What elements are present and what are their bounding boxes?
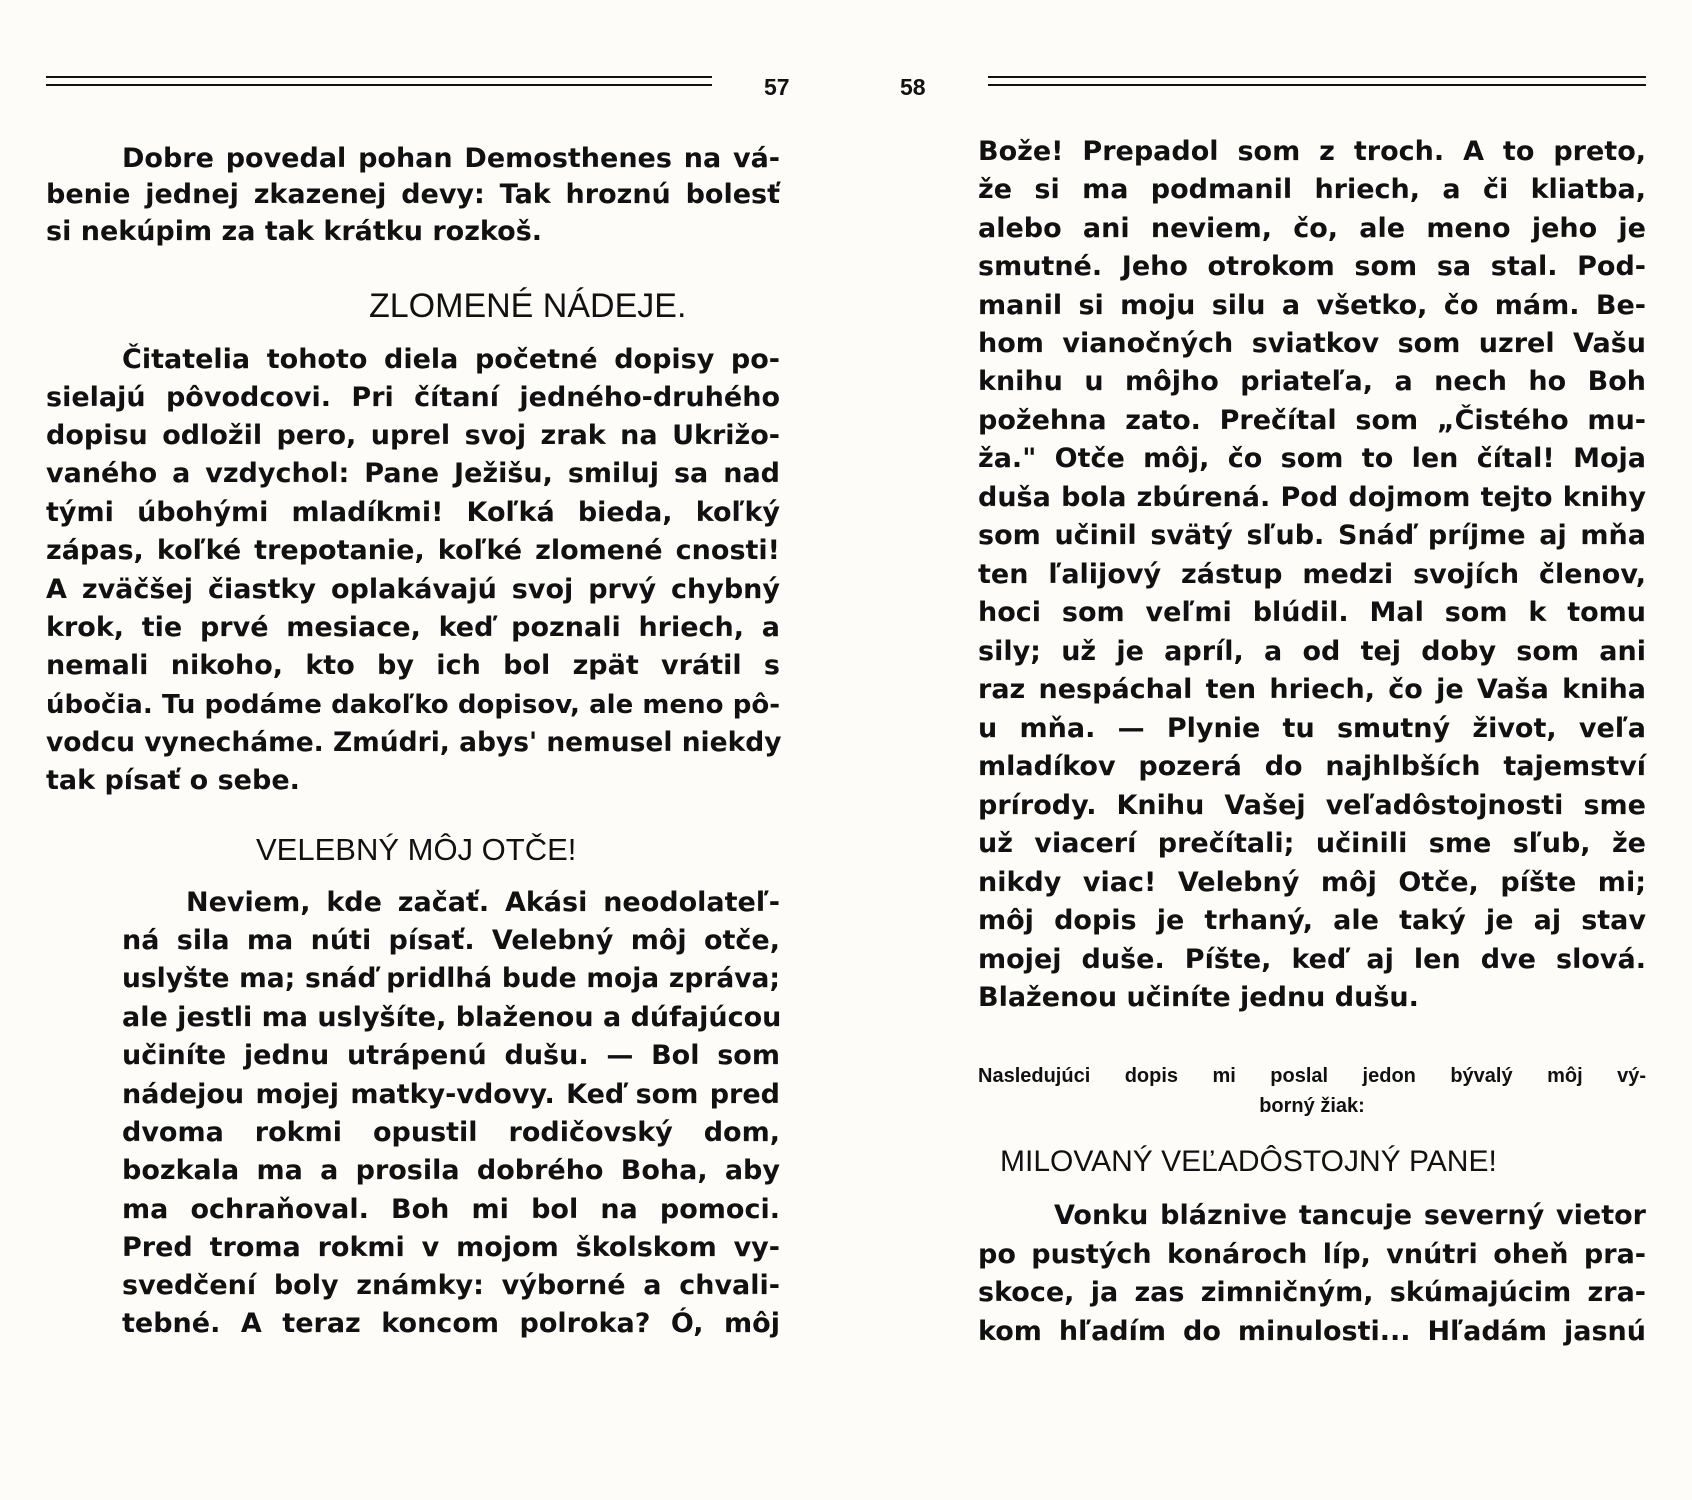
text-line: už viacerí prečítali; učinili sme sľub, že bbox=[978, 828, 1646, 859]
text-line: vodcu vynecháme. Zmúdri, abys' nemusel niekdy bbox=[46, 727, 782, 758]
text-line: uslyšte ma; snáď pridlhá bude moja zpráva; bbox=[122, 963, 780, 994]
text-line: Čitatelia tohoto diela početné dopisy po- bbox=[122, 344, 780, 375]
text-line: skoce, ja zas zimničným, skúmajúcim zra- bbox=[978, 1277, 1646, 1308]
text-line: knihu u môjho priateľa, a nech ho Boh bbox=[978, 366, 1646, 397]
page-number: 58 bbox=[900, 74, 926, 100]
text-line: dopisu odložil pero, uprel svoj zrak na Ukrižo- bbox=[46, 420, 780, 451]
text-line: tebné. A teraz koncom polroka? Ó, môj bbox=[122, 1308, 780, 1339]
text-line: raz nespáchal ten hriech, čo je Vaša kniha bbox=[978, 674, 1646, 705]
text-line: prírody. Knihu Vašej veľadôstojnosti sme bbox=[978, 790, 1646, 821]
text-line: ma ochraňoval. Boh mi bol na pomoci. bbox=[122, 1194, 780, 1225]
text-line: ale jestli ma uslyšíte, blaženou a dúfajúcou bbox=[122, 1002, 782, 1033]
text-line: Bože! Prepadol som z troch. A to preto, bbox=[978, 136, 1646, 167]
letter-heading: MILOVANÝ VEĽADÔSTOJNÝ PANE! bbox=[1000, 1145, 1497, 1178]
text-line: zápas, koľké trepotanie, koľké zlomené cnosti! bbox=[46, 535, 780, 566]
text-line: u mňa. — Plynie tu smutný život, veľa bbox=[978, 713, 1646, 744]
text-line: sily; už je apríl, a od tej doby som ani bbox=[978, 636, 1646, 667]
text-line: hom vianočných sviatkov som uzrel Vašu bbox=[978, 328, 1646, 359]
text-line: dvoma rokmi opustil rodičovský dom, bbox=[122, 1117, 780, 1148]
text-line: smutné. Jeho otrokom som sa stal. Pod- bbox=[978, 251, 1646, 282]
text-line: kom hľadím do minulosti... Hľadám jasnú bbox=[978, 1316, 1646, 1347]
page-number: 57 bbox=[764, 74, 790, 100]
text-line: ža." Otče môj, čo som to len čítal! Moja bbox=[978, 443, 1646, 474]
letter-heading: VELEBNÝ MÔJ OTČE! bbox=[256, 832, 577, 867]
text-line: Blaženou učiníte jednu dušu. bbox=[978, 982, 1419, 1013]
text-line: Pred troma rokmi v mojom školskom vy- bbox=[122, 1232, 780, 1263]
right-page bbox=[900, 0, 1646, 1500]
text-line: sielajú pôvodcovi. Pri čítaní jedného-druhého bbox=[46, 382, 780, 413]
text-line: si nekúpim za tak krátku rozkoš. bbox=[46, 216, 543, 247]
text-line: môj dopis je trhaný, ale taký je aj stav bbox=[978, 905, 1646, 936]
text-line: nikdy viac! Velebný môj Otče, píšte mi; bbox=[978, 867, 1646, 898]
text-line: A zväčšej čiastky oplakávajú svoj prvý chybný bbox=[46, 574, 780, 605]
text-line: mojej duše. Píšte, keď aj len dve slová. bbox=[978, 944, 1646, 975]
text-line: nemali nikoho, kto by ich bol zpät vrátil s bbox=[46, 650, 780, 681]
text-line: svedčení boly známky: výborné a chvali- bbox=[122, 1270, 780, 1301]
text-line: vaného a vzdychol: Pane Ježišu, smiluj sa nad bbox=[46, 458, 780, 489]
note-line: borný žiak: bbox=[1259, 1095, 1365, 1117]
text-line: Neviem, kde začať. Akási neodolateľ- bbox=[186, 887, 780, 918]
note-line: Nasledujúci dopis mi poslal jedon bývalý môj vý- bbox=[978, 1065, 1646, 1087]
text-line: alebo ani neviem, čo, ale meno jeho je bbox=[978, 213, 1646, 244]
text-line: krok, tie prvé mesiace, keď poznali hriech, a bbox=[46, 612, 780, 643]
header-rule bbox=[988, 76, 1646, 88]
text-line: tak písať o sebe. bbox=[46, 765, 300, 796]
text-line: manil si moju silu a všetko, čo mám. Be- bbox=[978, 290, 1646, 321]
text-line: požehna zato. Prečítal som „Čistého mu- bbox=[978, 405, 1646, 436]
section-heading: ZLOMENÉ NÁDEJE. bbox=[369, 287, 687, 325]
text-line: tými úbohými mladíkmi! Koľká bieda, koľký bbox=[46, 497, 780, 528]
text-line: duša bola zbúrená. Pod dojmom tejto knihy bbox=[978, 482, 1646, 513]
text-line: ná sila ma núti písať. Velebný môj otče, bbox=[122, 925, 780, 956]
left-page bbox=[46, 0, 816, 1500]
text-line: benie jednej zkazenej devy: Tak hroznú bolesť bbox=[46, 179, 780, 210]
text-line: ten ľalijový zástup medzi svojích členov, bbox=[978, 559, 1646, 590]
text-line: Dobre povedal pohan Demosthenes na vá- bbox=[122, 143, 780, 174]
text-line: bozkala ma a prosila dobrého Boha, aby bbox=[122, 1155, 780, 1186]
text-line: nádejou mojej matky-vdovy. Keď som pred bbox=[122, 1079, 780, 1110]
text-line: Vonku bláznive tancuje severný vietor bbox=[1054, 1200, 1646, 1231]
text-line: úbočia. Tu podáme dakoľko dopisov, ale meno pô- bbox=[46, 690, 780, 720]
text-line: som učinil svätý sľub. Snáď príjme aj mňa bbox=[978, 520, 1646, 551]
header-rule bbox=[46, 76, 712, 88]
text-line: mladíkov pozerá do najhlbších tajemství bbox=[978, 751, 1646, 782]
text-line: hoci som veľmi blúdil. Mal som k tomu bbox=[978, 597, 1646, 628]
text-line: po pustých konároch líp, vnútri oheň pra- bbox=[978, 1239, 1646, 1270]
text-line: že si ma podmanil hriech, a či kliatba, bbox=[978, 174, 1646, 205]
text-line: učiníte jednu utrápenú dušu. — Bol som bbox=[122, 1040, 780, 1071]
